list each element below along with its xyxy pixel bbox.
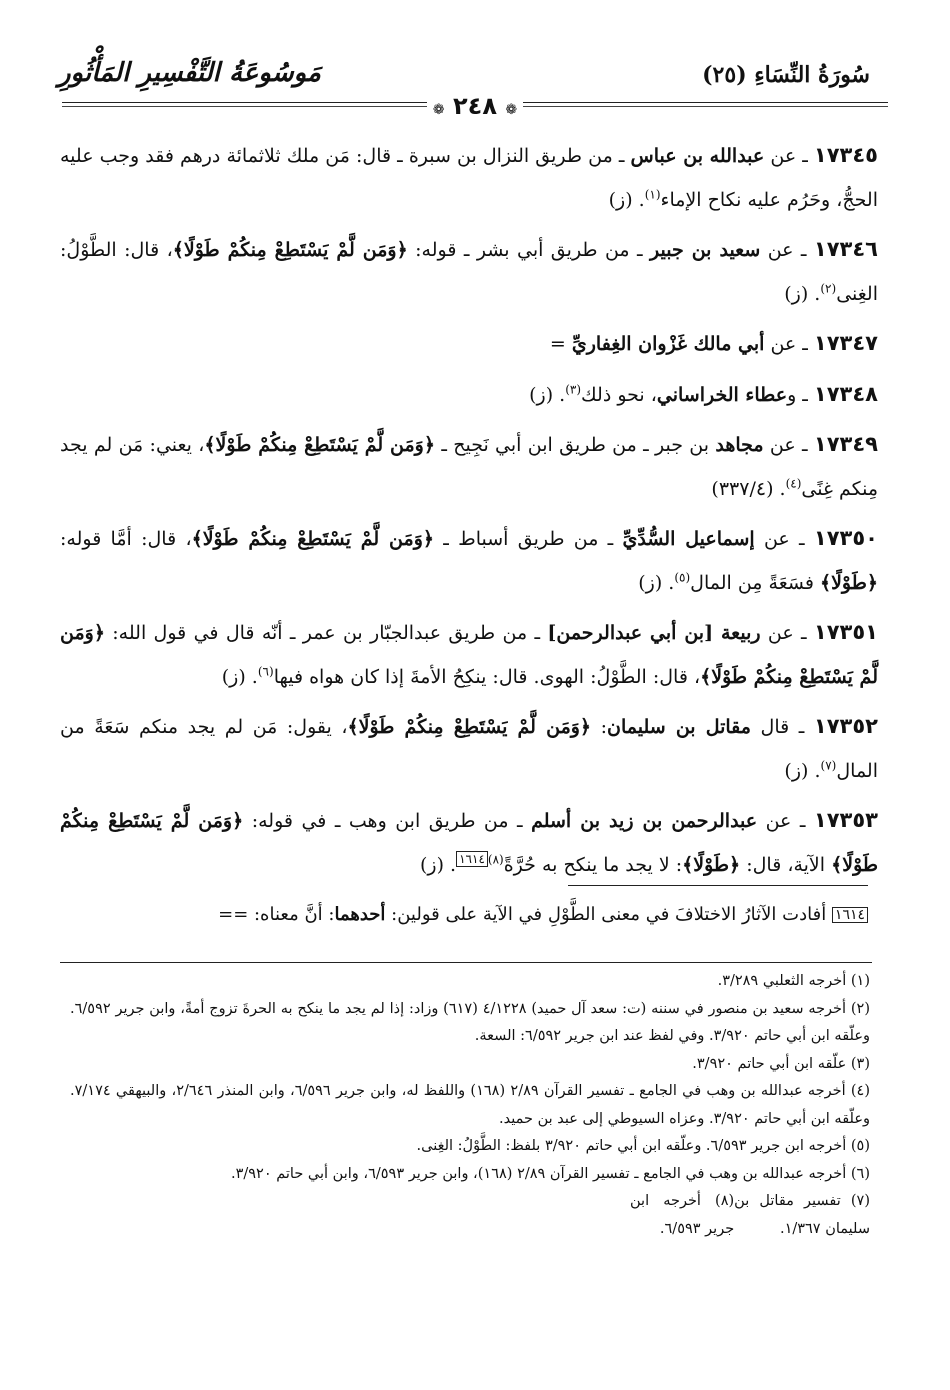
- quran-quote: ﴿وَمَن لَّمْ يَسْتَطِعْ مِنكُمْ طَوْلًا﴾: [347, 716, 592, 738]
- footnote-ref[interactable]: (٢): [820, 281, 837, 296]
- entry-tail: =: [549, 333, 572, 355]
- narrator-name: سعيد بن جبير: [650, 239, 761, 261]
- footnote-ref[interactable]: (٧): [820, 758, 837, 773]
- narrator-name: ربيعة [بن أبي عبدالرحمن]: [547, 622, 761, 644]
- entry-text: ـ من طريق أبي بشر ـ قوله:: [407, 239, 651, 261]
- narrator-name: مقاتل بن سليمان: [607, 716, 751, 738]
- footnote-ref[interactable]: (١): [644, 187, 661, 202]
- narrator-name: عبدالرحمن بن زيد بن أسلم: [531, 810, 758, 832]
- commentary-separator: [568, 885, 868, 886]
- ornament-icon: ❁: [432, 102, 445, 118]
- narrator-name: عطاء الخراساني: [656, 383, 788, 406]
- entry-text: ـ من طريق أسباط ـ: [434, 528, 623, 550]
- entry-number: ١٧٣٤٥: [813, 143, 878, 167]
- narrator-name: عبدالله بن عباس: [630, 145, 765, 167]
- quran-quote: ﴿وَمَن لَّمْ يَسْتَطِعْ مِنكُمْ طَوْلًا﴾: [191, 528, 435, 550]
- entry-tail: . (ز): [529, 383, 566, 406]
- entry-tail: . (ز): [784, 759, 821, 782]
- entry-text: ، قال: الطَّوْلُ: الهوى. قال: ينكِحُ الأمةَ إذا كان هواه فيها: [273, 665, 701, 688]
- footnote: (١) أخرجه الثعلبي ٣/٢٨٩.: [717, 973, 870, 989]
- commentary-bold: أحدهما: [334, 904, 386, 925]
- ornament-icon: ❁: [505, 102, 518, 118]
- entry-tail: . (٣٣٧/٤): [711, 477, 786, 500]
- entry-text: ، قال: أمَّا قوله:: [60, 528, 192, 550]
- entry-connector: ـ قال: [750, 716, 814, 738]
- entry-number: ١٧٣٤٩: [813, 432, 878, 456]
- quran-quote: ﴿وَمَن لَّمْ يَسْتَطِعْ مِنكُمْ طَوْلًا﴾: [204, 434, 435, 456]
- entry-text: فسَعَةً مِن المال: [690, 571, 820, 594]
- entry-text: الآية، قال:: [740, 853, 832, 876]
- quran-quote: ﴿طَوْلًا﴾: [819, 571, 878, 594]
- footnote-ref[interactable]: (٣): [565, 382, 582, 397]
- entry: [60, 134, 878, 222]
- page-number-box: [427, 92, 523, 120]
- entry: [60, 228, 878, 316]
- entry-tail: . (ز): [221, 665, 258, 688]
- footnote: (٤) أخرجه عبدالله بن وهب في الجامع ـ تفسير القرآن ٢/٨٩ (١٦٨) واللفظ له، وابن جرير ٦/٥٩٦، وابن المنذر ٢/٦٤٦، والبيهقي ٧/١٧٤. وعلّقه ابن أبي حاتم ٣/٩٢٠. وعزاه السيوطي إلى عبد بن حميد.: [70, 1083, 870, 1127]
- footnote-ref[interactable]: (٦): [257, 664, 274, 679]
- footnote: (٦) أخرجه عبدالله بن وهب في الجامع ـ تفسير القرآن ٢/٨٩ (١٦٨)، وابن جرير ٦/٥٩٣، وابن أبي حاتم ٣/٩٢٠.: [230, 1165, 870, 1182]
- entry-number: ١٧٣٤٦: [813, 237, 878, 261]
- entry-text: ـ من طريق ابن وهب ـ في قوله:: [243, 810, 532, 832]
- surah-header: سُورَةُ النِّسَاءِ (٢٥): [702, 62, 870, 88]
- commentary: [48, 900, 868, 930]
- footnote: (٧) تفسير مقاتل بن سليمان ١/٣٦٧.: [734, 1193, 870, 1237]
- page-number: ٢٤٨: [453, 92, 497, 120]
- narrator-name: أبي مالك غَزْوان الغِفاريِّ: [571, 333, 765, 355]
- commentary-ref-box[interactable]: ١٦١٤: [456, 851, 488, 867]
- quran-quote: ﴿طَوْلًا﴾: [682, 853, 741, 876]
- entry-number: ١٧٣٥١: [813, 620, 878, 644]
- entry-text: ـ من طريق النزال بن سبرة ـ قال: مَن ملك ثلاثمائة درهم فقد وجب عليه الحجُّ، وحَرُم عليه نكاح الإماء: [60, 145, 878, 211]
- entry: [60, 517, 878, 605]
- footnote: (٥) أخرجه ابن جرير ٦/٥٩٣. وعلّقه ابن أبي حاتم ٣/٩٢٠ بلفظ: الطَّوْلُ: الغِنى.: [416, 1138, 870, 1154]
- entry-tail: . (ز): [608, 188, 645, 211]
- entry-text: ، يعني: مَن لم يجد مِنكم غِنًى: [60, 434, 878, 500]
- entry-connector: ـ عن: [760, 239, 814, 261]
- entry-number: ١٧٣٥٢: [813, 714, 878, 738]
- entry-tail: . (ز): [784, 282, 821, 305]
- entry-text: :: [591, 716, 608, 738]
- entry-connector: ـ عن: [764, 333, 814, 355]
- entry-number: ١٧٣٥٣: [813, 808, 878, 832]
- entry-tail: . (ز): [638, 571, 675, 594]
- narrator-name: إسماعيل السُّدِّيِّ: [622, 528, 755, 550]
- entry-text: ، قال: الطَّوْلُ: الغِنى: [60, 239, 878, 305]
- commentary-number-box: ١٦١٤: [832, 907, 868, 923]
- entry-connector: ـ عن: [760, 622, 814, 644]
- footnotes: [70, 968, 870, 1243]
- main-text: [60, 134, 878, 893]
- entry: [60, 611, 878, 699]
- footnote: (٢) أخرجه سعيد بن منصور في سننه (ت: سعد آل حميد) ٤/١٢٢٨ (٦١٧) وزاد: إذا لم يجد ما ينكح به الحرةَ تزوج أمةً، وابن جرير ٦/٥٩٢. وعلّقه ابن أبي حاتم ٣/٩٢٠. وفي لفظ عند ابن جرير ٦/٥٩٢: السعة.: [70, 1000, 870, 1044]
- footnotes-separator: [60, 962, 872, 963]
- footnote-ref[interactable]: (٤): [785, 476, 802, 491]
- footnote-row: [70, 1188, 870, 1243]
- entry-number: ١٧٣٤٨: [813, 381, 878, 406]
- quran-quote: ﴿وَمَن لَّمْ يَسْتَطِعْ مِنكُمْ طَوْلًا﴾: [172, 239, 408, 261]
- footnote-ref[interactable]: (٨): [487, 852, 504, 867]
- entry-connector: ـ عن: [757, 810, 814, 832]
- book-title: مَوسُوعَةُ التَّفْسِيرِ المَأْثُورِ: [58, 58, 321, 88]
- entry-text: ـ من طريق عبدالجبّار بن عمر ـ أنّه قال في قول الله:: [104, 622, 548, 644]
- entry: [60, 423, 878, 511]
- entry-connector: ـ عن: [764, 145, 814, 167]
- entry-text: ، يقول: مَن لم يجد منكم سَعَةً من المال: [60, 716, 878, 782]
- quran-quote: ﴿وَمَن لَّمْ يَسْتَطِعْ مِنكُمْ طَوْلًا﴾: [60, 622, 878, 688]
- entry-text: ، نحو ذلك: [581, 383, 657, 406]
- entry-tail: . (ز): [420, 853, 457, 876]
- page-number-wrap: [0, 92, 950, 120]
- commentary-text: أفادت الآثارُ الاختلافَ في معنى الطَّوْلِ في الآية على قولين:: [385, 904, 832, 925]
- entry: [60, 705, 878, 793]
- entry-connector: ـ و: [787, 383, 814, 406]
- footnote: (٨) أخرجه ابن جرير ٦/٥٩٣.: [630, 1193, 735, 1237]
- entry-number: ١٧٣٥٠: [813, 526, 878, 550]
- entry-text: بن جبر ـ من طريق ابن أبي نَجِيح ـ: [435, 434, 716, 456]
- footnote: (٣) علّقه ابن أبي حاتم ٣/٩٢٠.: [692, 1055, 870, 1072]
- entry: [60, 799, 878, 887]
- entry-number: ١٧٣٤٧: [813, 331, 878, 355]
- commentary-tail: : أنَّ معناه: ==: [218, 904, 335, 925]
- entry-connector: ـ عن: [763, 434, 814, 456]
- narrator-name: مجاهد: [715, 434, 764, 456]
- entry-connector: ـ عن: [754, 528, 814, 550]
- quran-quote: ﴿وَمَن لَّمْ يَسْتَطِعْ مِنكُمْ طَوْلًا﴾: [60, 810, 878, 876]
- footnote-ref[interactable]: (٥): [674, 570, 691, 585]
- entry: [60, 373, 878, 418]
- entry-text: : لا يجد ما ينكح به حُرَّةً: [503, 853, 683, 876]
- entry: [60, 322, 878, 367]
